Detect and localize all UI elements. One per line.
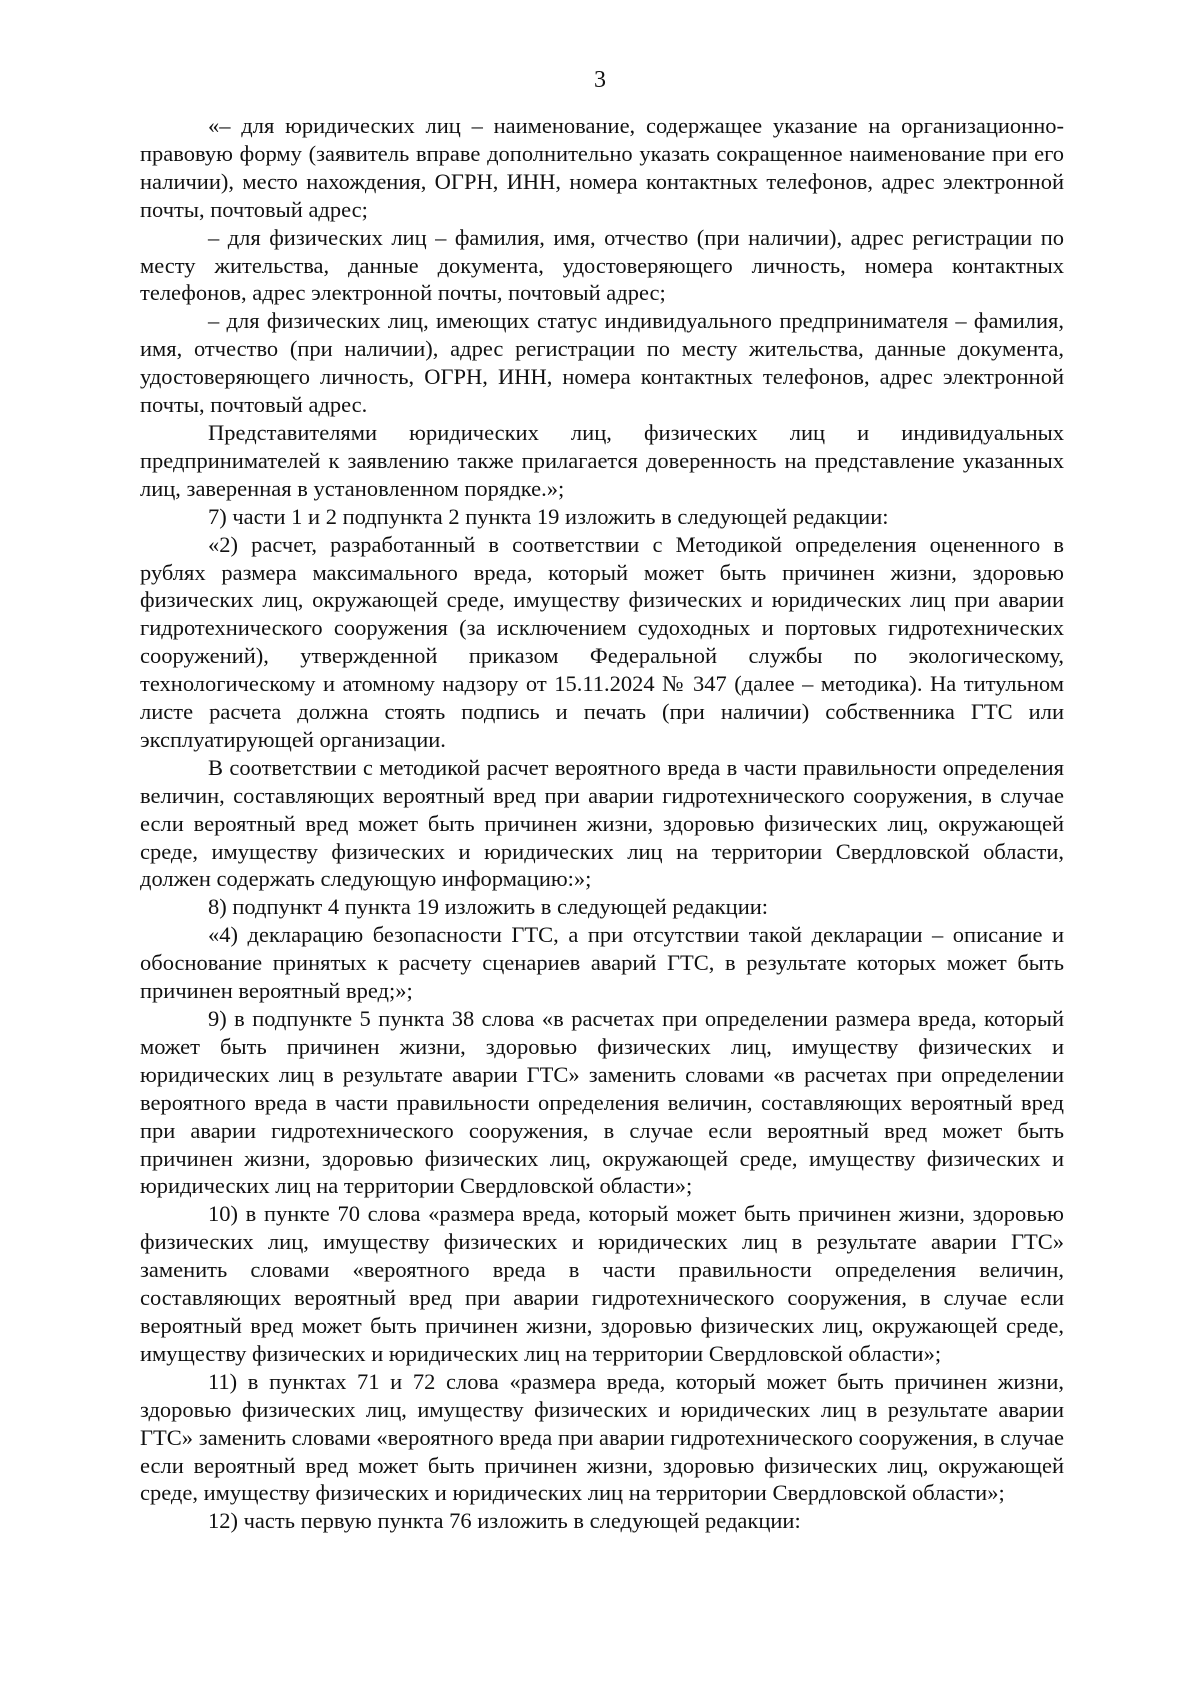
paragraph-individuals: – для физических лиц – фамилия, имя, отчество (при наличии), адрес регистрации по месту жительства, данные документа, удостоверяющего личность, номера контактных телефонов, адрес электронной почты, почтовый адрес; [140,224,1064,306]
paragraph-entrepreneurs: – для физических лиц, имеющих статус индивидуального предпринимателя – фамилия, имя, отчество (при наличии), адрес регистрации по месту жительства, данные документа, удостоверяющего личность, ОГРН, ИНН, номера контактных телефонов, адрес электронной почты, почтовый адрес. [140,308,1064,418]
paragraph-representatives: Представителями юридических лиц, физических лиц и индивидуальных предпринимателей к заявлению также прилагается доверенность на представление указанных лиц, заверенная в установленном порядке.»; [140,419,1064,501]
paragraph-item-10: 10) в пункте 70 слова «размера вреда, который может быть причинен жизни, здоровью физических лиц, имуществу физических и юридических лиц в результате аварии ГТС» заменить словами «вероятного вреда в части правильности определения величин, составляющих вероятный вред при аварии гидротехнического сооружения, в случае если вероятный вред может быть причинен жизни, здоровью физических лиц, окружающей среде, имуществу физических и юридических лиц на территории Свердловской области»; [140,1201,1064,1366]
paragraph-methodology: В соответствии с методикой расчет вероятного вреда в части правильности определения величин, составляющих вероятный вред при аварии гидротехнического сооружения, в случае если вероятный вред может быть причинен жизни, здоровью физических лиц, окружающей среде, имуществу физических и юридических лиц на территории Свердловской области, должен содержать следующую информацию:»; [140,754,1064,892]
page-number: 3 [594,67,606,93]
paragraph-item-12: 12) часть первую пункта 76 изложить в следующей редакции: [208,1508,801,1534]
paragraph-item-7: 7) части 1 и 2 подпункта 2 пункта 19 изложить в следующей редакции: [208,503,889,529]
paragraph-item-11: 11) в пунктах 71 и 72 слова «размера вреда, который может быть причинен жизни, здоровью физических лиц, имуществу физических и юридических лиц в результате аварии ГТС» заменить словами «вероятного вреда при аварии гидротехнического сооружения, в случае если вероятный вред может быть причинен жизни, здоровью физических лиц, окружающей среде, имуществу физических и юридических лиц на территории Свердловской области»; [140,1368,1064,1506]
paragraph-item-7-text: «2) расчет, разработанный в соответствии с Методикой определения оцененного в рублях размера максимального вреда, который может быть причинен жизни, здоровью физических лиц, окружающей среде, имуществу физических и юридических лиц при аварии гидротехнического сооружения (за исключением судоходных и портовых гидротехнических сооружений), утвержденной приказом Федеральной службы по экологическому, технологическому и атомному надзору от 15.11.2024 № 347 (далее – методика). На титульном листе расчета должна стоять подпись и печать (при наличии) собственника ГТС или эксплуатирующей организации. [140,531,1064,752]
document-body [140,112,1064,1535]
paragraph-item-8-text: «4) декларацию безопасности ГТС, а при отсутствии такой декларации – описание и обоснование принятых к расчету сценариев аварий ГТС, в результате которых может быть причинен вероятный вред;»; [140,922,1064,1004]
paragraph-legal-entities: «– для юридических лиц – наименование, содержащее указание на организационно-правовую форму (заявитель вправе дополнительно указать сокращенное наименование при его наличии), место нахождения, ОГРН, ИНН, номера контактных телефонов, адрес электронной почты, почтовый адрес; [140,113,1064,222]
paragraph-item-9: 9) в подпункте 5 пункта 38 слова «в расчетах при определении размера вреда, который может быть причинен жизни, здоровью физических лиц, имуществу физических и юридических лиц в результате аварии ГТС» заменить словами «в расчетах при определении вероятного вреда в части правильности определения величин, составляющих вероятный вред при аварии гидротехнического сооружения, в случае если вероятный вред может быть причинен жизни, здоровью физических лиц, окружающей среде, имуществу физических и юридических лиц на территории Свердловской области»; [140,1006,1064,1199]
paragraph-item-8: 8) подпункт 4 пункта 19 изложить в следующей редакции: [208,894,769,920]
